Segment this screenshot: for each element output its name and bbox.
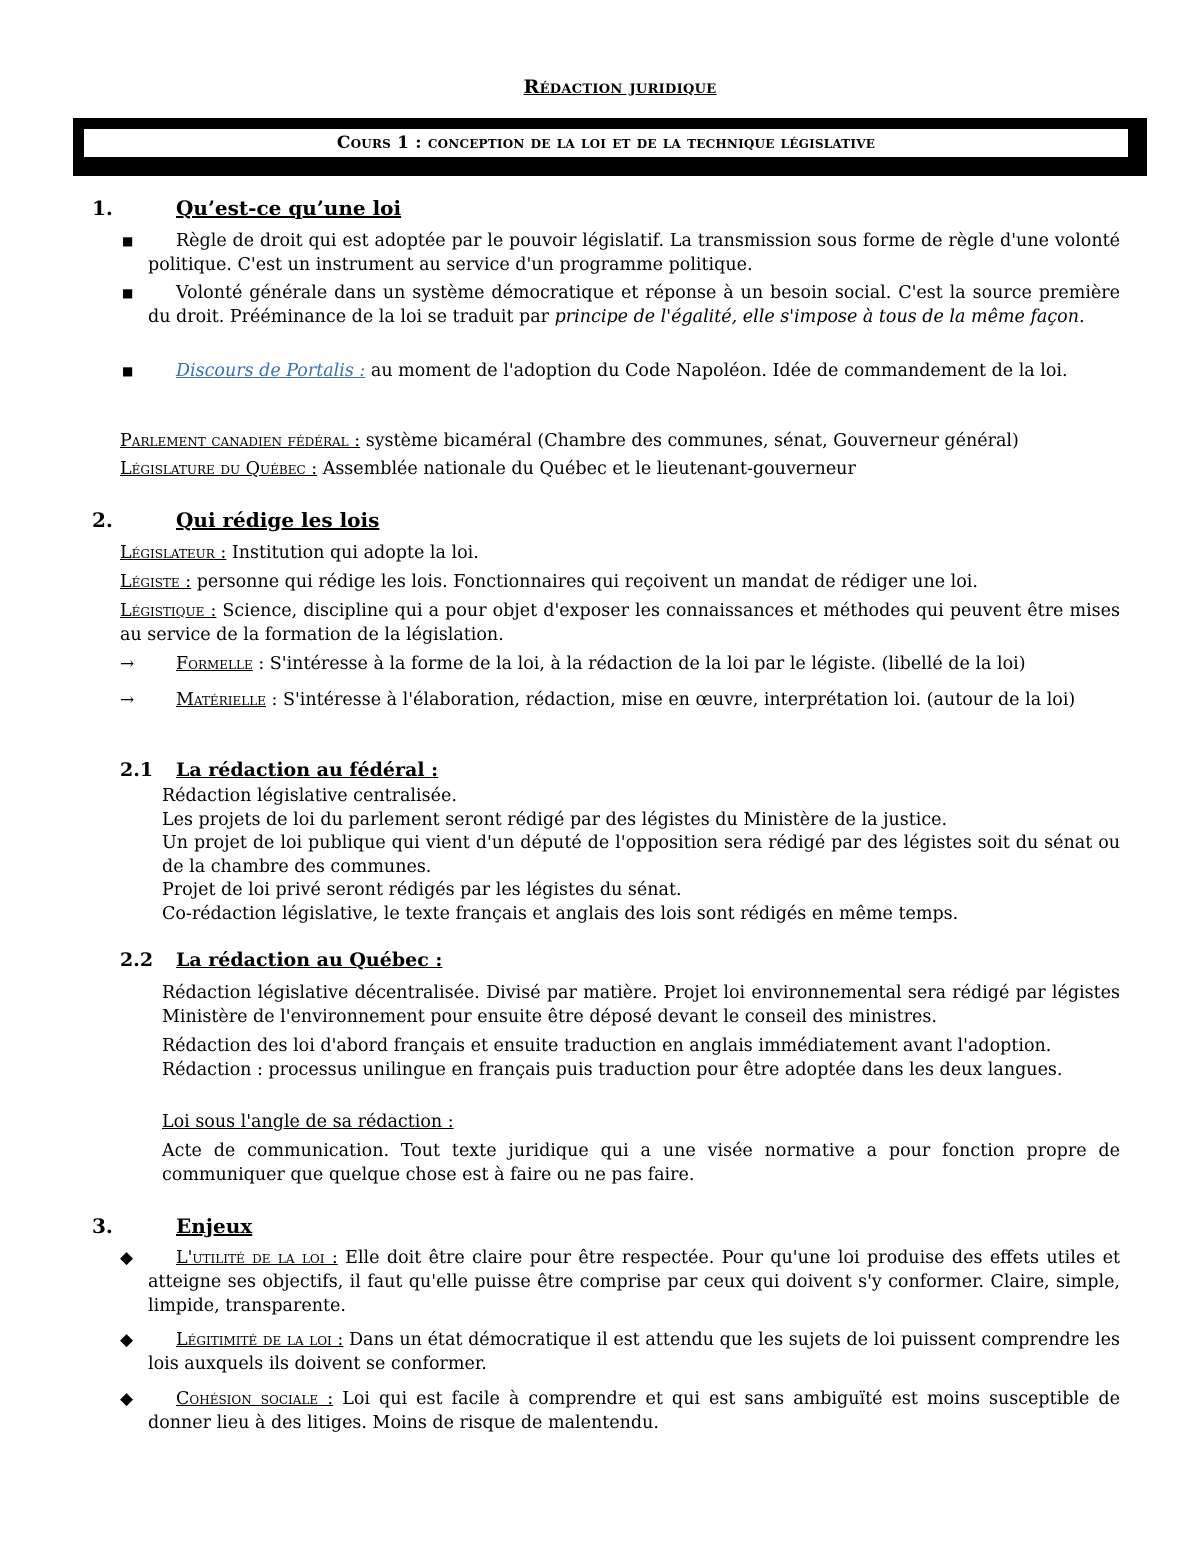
cohesion-label: Cohésion sociale :: [176, 1389, 334, 1409]
bullet-2-text: Volonté générale dans un système démocratique et réponse à un besoin social. C'est la source première du droit. Prééminance de la loi se traduit par: [148, 283, 1120, 327]
utilite-label: L'utilité de la loi :: [176, 1248, 338, 1268]
section-2-1-heading: La rédaction au fédéral :: [176, 759, 439, 781]
section-1-heading: Qu’est-ce qu’une loi: [176, 196, 402, 220]
federal-line-1: Rédaction législative centralisée.: [162, 786, 457, 806]
parliament-label: Parlement canadien fédéral :: [120, 431, 361, 451]
enjeu-legitimite: [148, 1328, 1120, 1376]
section-2-number: 2.: [92, 508, 113, 532]
federal-line-5: Co-rédaction législative, le texte français et anglais des lois sont rédigés en même temps.: [162, 904, 959, 924]
parliament-text: système bicaméral (Chambre des communes, sénat, Gouverneur général): [360, 431, 1019, 451]
legislateur-line: [120, 541, 1120, 565]
materielle-text: : S'intéresse à l'élaboration, rédaction, mise en œuvre, interprétation loi. (autour de la loi): [265, 690, 1076, 710]
enjeu-cohesion: [148, 1387, 1120, 1435]
legislateur-text: Institution qui adopte la loi.: [226, 543, 479, 563]
quebec-para-4: Loi sous l'angle de sa rédaction :: [162, 1112, 454, 1132]
legistique-label: Légistique :: [120, 601, 217, 621]
formelle-label: Formelle: [176, 654, 253, 674]
bullet-3-text: au moment de l'adoption du Code Napoléon. Idée de commandement de la loi.: [365, 361, 1068, 381]
square-bullet-icon: ■: [122, 286, 134, 300]
formelle-line: [148, 652, 1120, 676]
legislature-line: [120, 457, 1130, 481]
section-3-number: 3.: [92, 1214, 113, 1238]
diamond-bullet-icon: ◆: [120, 1248, 134, 1268]
parliament-line: [120, 429, 1130, 453]
legiste-label: Légiste :: [120, 572, 192, 592]
legistique-text: Science, discipline qui a pour objet d'exposer les connaissances et méthodes qui peuvent être mises au service de la formation de la législation.: [120, 601, 1120, 645]
section-3-heading: Enjeux: [176, 1214, 253, 1238]
materielle-label: Matérielle: [176, 690, 266, 710]
section-2-1-number: 2.1: [120, 759, 154, 781]
legislature-label: Législature du Québec :: [120, 459, 318, 479]
arrow-right-icon: →: [120, 690, 135, 710]
section-2-2-heading: La rédaction au Québec :: [176, 949, 443, 971]
section-2-2-number: 2.2: [120, 949, 154, 971]
federal-line-3: Un projet de loi publique qui vient d'un député de l'opposition sera rédigé par des légistes soit du sénat ou de la chambre des communes.: [162, 833, 1120, 877]
section-1-bullet-3: [148, 359, 1120, 383]
bullet-1-text: Règle de droit qui est adoptée par le pouvoir législatif. La transmission sous forme de règle d'une volonté politique. C'est un instrument au service d'un programme politique.: [148, 231, 1120, 275]
legitimite-text: Dans un état démocratique il est attendu que les sujets de loi puissent comprendre les lois auxquels ils doivent se conformer.: [148, 1330, 1121, 1374]
section-1-number: 1.: [92, 196, 113, 220]
legitimite-label: Légitimité de la loi :: [176, 1330, 344, 1350]
square-bullet-icon: ■: [122, 234, 134, 248]
bullet-2-italic: principe de l'égalité, elle s'impose à tous de la même façon.: [554, 307, 1085, 327]
banner-text: Cours 1 : conception de la loi et de la technique législative: [83, 128, 1129, 158]
legiste-line: [120, 570, 1120, 594]
square-bullet-icon: ■: [122, 364, 134, 378]
quebec-para-3: Rédaction : processus unilingue en français puis traduction pour être adoptée dans les deux langues.: [162, 1060, 1063, 1080]
enjeu-utilite: [148, 1246, 1120, 1318]
section-1-bullet-1: [148, 229, 1120, 277]
arrow-right-icon: →: [120, 654, 135, 674]
federal-line-2: Les projets de loi du parlement seront rédigé par des légistes du Ministère de la justice.: [162, 810, 948, 830]
quebec-para-5: Acte de communication. Tout texte juridique qui a une visée normative a pour fonction propre de communiquer que quelque chose est à faire ou ne pas faire.: [162, 1141, 1120, 1185]
portalis-link[interactable]: Discours de Portalis :: [176, 361, 366, 381]
quebec-para-2: Rédaction des loi d'abord français et ensuite traduction en anglais immédiatement avant l'adoption.: [162, 1036, 1052, 1056]
cohesion-text: Loi qui est facile à comprendre et qui est sans ambiguïté est moins susceptible de donner lieu à des litiges. Moins de risque de malentendu.: [148, 1389, 1120, 1433]
legiste-text: personne qui rédige les lois. Fonctionnaires qui reçoivent un mandat de rédiger une loi.: [191, 572, 978, 592]
legislateur-label: Législateur :: [120, 543, 227, 563]
legislature-text: Assemblée nationale du Québec et le lieutenant-gouverneur: [317, 459, 856, 479]
section-2-heading: Qui rédige les lois: [176, 508, 380, 532]
section-1-bullet-2: [148, 281, 1120, 329]
course-banner: [73, 118, 1149, 178]
quebec-para-1: Rédaction législative décentralisée. Divisé par matière. Projet loi environnemental sera rédigé par légistes Ministère de l'environnement pour ensuite être déposé devant le conseil des ministres.: [162, 983, 1120, 1027]
utilite-text: Elle doit être claire pour être respectée. Pour qu'une loi produise des effets utiles et atteigne ses objectifs, il faut qu'elle puisse être comprise par ceux qui doivent s'y conformer. Claire, simple, limpide, transparente.: [148, 1248, 1120, 1316]
materielle-line: [148, 688, 1120, 712]
legistique-line: [120, 599, 1120, 647]
diamond-bullet-icon: ◆: [120, 1389, 134, 1409]
federal-line-4: Projet de loi privé seront rédigés par les légistes du sénat.: [162, 880, 682, 900]
diamond-bullet-icon: ◆: [120, 1330, 134, 1350]
formelle-text: : S'intéresse à la forme de la loi, à la rédaction de la loi par le légiste. (libellé de la loi): [252, 654, 1026, 674]
document-title: Rédaction juridique: [523, 76, 717, 98]
